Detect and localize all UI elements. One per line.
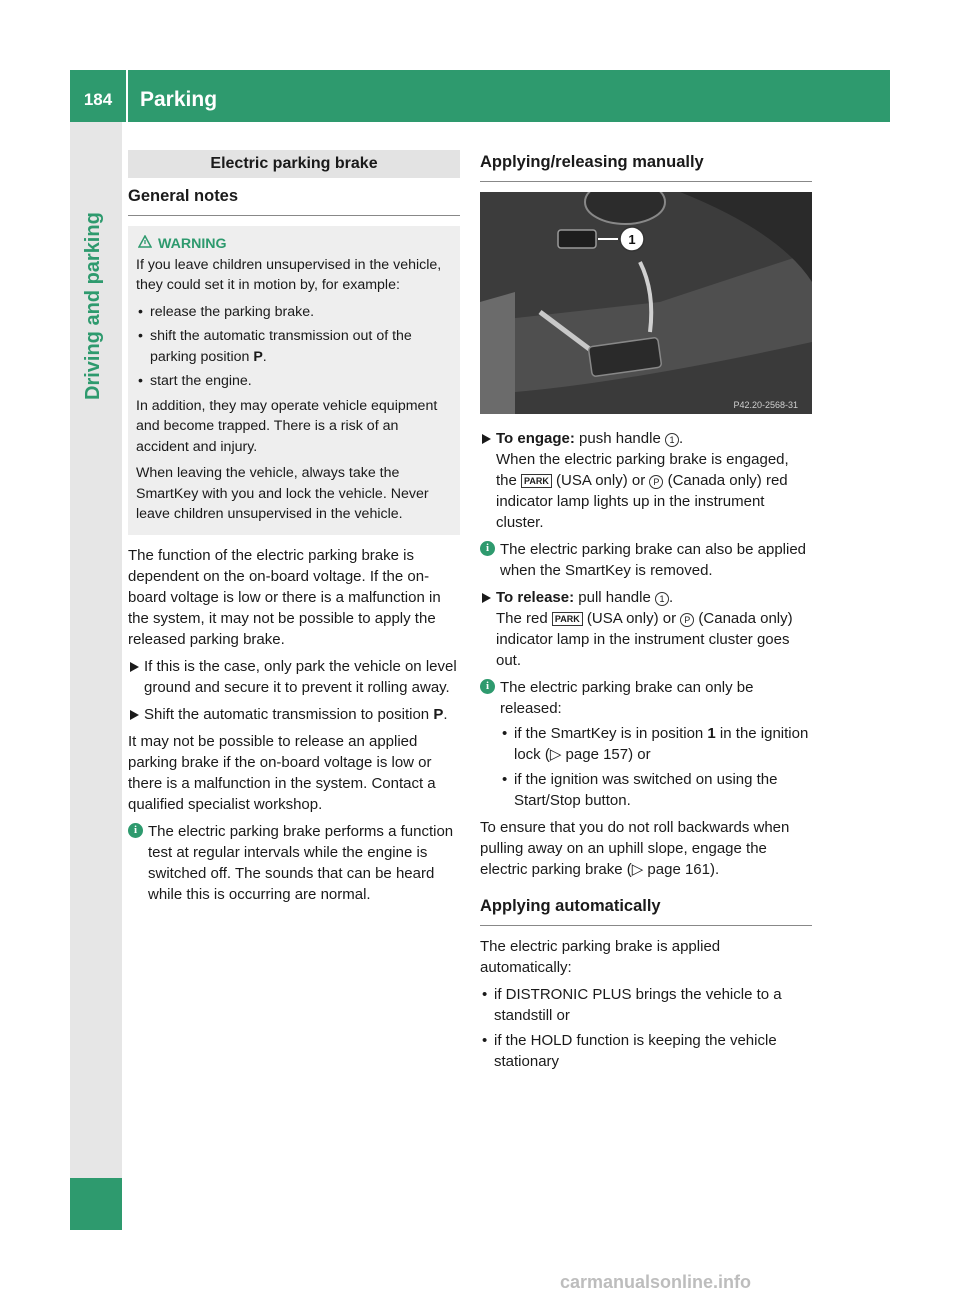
warning-label: WARNING	[158, 236, 227, 252]
park-symbol-icon: PARK	[521, 474, 552, 488]
info-text: The electric parking brake can only be released:	[500, 679, 754, 717]
info-icon: i	[480, 541, 495, 556]
info-icon: i	[480, 679, 495, 694]
info-bullet: • if the ignition was switched on using the Start/Stop button.	[500, 769, 812, 811]
sidebar-label	[82, 370, 112, 400]
auto-heading: Applying automatically	[480, 888, 812, 926]
release-text: pull handle	[574, 589, 655, 606]
park-symbol-icon: PARK	[552, 612, 583, 626]
warning-bullet: • release the parking brake.	[136, 302, 452, 323]
info-text: The electric parking brake can also be applied when the SmartKey is removed.	[500, 541, 807, 579]
handle-callout-icon: 1	[655, 592, 669, 606]
release-desc: (USA only) or	[582, 610, 681, 627]
sidebar-marker	[70, 1178, 122, 1230]
engage-step: To engage: push handle 1 . When the electric parking brake is engaged, the PARK (USA only) or P (Canada only) red indicator lamp lights up in the instrument cluster.	[480, 428, 812, 533]
release-step: To release: pull handle 1 . The red PARK (USA only) or P (Canada only) indicator lamp in the instrument cluster goes out.	[480, 587, 812, 671]
body-text: The electric parking brake is applied automatically:	[480, 938, 721, 976]
engage-desc: When the electric parking brake is engaged, the	[496, 451, 789, 489]
release-label: To release:	[496, 589, 575, 606]
warning-para: When leaving the vehicle, always take the SmartKey with you and lock the vehicle. Never leave children unsupervised in the vehicle.	[136, 465, 429, 522]
info-bullet	[500, 723, 812, 765]
engage-text: push handle	[574, 430, 665, 447]
release-desc: (Canada only) indicator lamp in the instrument cluster goes out.	[496, 610, 793, 669]
bold-1: 1	[707, 725, 716, 742]
info-text: The electric parking brake performs a function test at regular intervals while the engine is switched off. The sounds that can be heard while this is occurring are normal.	[148, 822, 454, 903]
info-note	[480, 677, 812, 811]
body-text: To ensure that you do not roll backwards when pulling away on an uphill slope, engage the electric parking brake (▷ page 161).	[480, 819, 790, 878]
p-symbol-icon: P	[649, 475, 663, 489]
warning-icon	[138, 234, 152, 255]
body-text: The function of the electric parking brake is dependent on the on-board voltage. If the on-board voltage is low or there is a malfunction in the system, it may not be possible to apply the released parking brake.	[128, 546, 441, 648]
info-note	[128, 821, 460, 905]
bold-p: P	[253, 348, 263, 365]
info-note	[480, 539, 812, 581]
svg-text:1: 1	[628, 232, 636, 247]
section-title: Parking	[140, 88, 218, 111]
right-column	[480, 150, 812, 1076]
warning-para: In addition, they may operate vehicle equipment and become trapped. There is a risk of an accident and injury.	[136, 397, 438, 455]
watermark: carmanualsonline.info	[560, 1272, 752, 1292]
general-notes-heading: General notes	[128, 178, 460, 216]
bullet-text: in the ignition lock (▷ page 157) or	[514, 725, 809, 763]
page-number: 184	[83, 90, 113, 109]
bold-p: P	[433, 705, 444, 723]
auto-bullet: • if the HOLD function is keeping the vehicle stationary	[480, 1030, 812, 1072]
body-text: It may not be possible to release an applied parking brake if the on-board voltage is low or there is a malfunction in the system. Contact a qualified specialist workshop.	[128, 732, 436, 813]
step-item: Shift the automatic transmission to position P.	[128, 704, 460, 725]
info-icon: i	[128, 823, 143, 838]
engage-desc: (Canada only) red indicator lamp lights up in the instrument cluster.	[496, 472, 788, 531]
bullet-text: shift the automatic transmission out of the parking position	[150, 328, 412, 365]
warning-bullet: • shift the automatic transmission out of the parking position P.	[136, 326, 452, 367]
warning-header	[138, 234, 452, 255]
bullet-text: if the SmartKey is in position	[514, 725, 708, 742]
step-item: If this is the case, only park the vehicle on level ground and secure it to prevent it rolling away.	[128, 656, 460, 698]
p-symbol-icon: P	[680, 613, 694, 627]
engage-desc: (USA only) or	[551, 472, 650, 489]
engage-label: To engage:	[496, 430, 575, 447]
release-desc: The red	[496, 610, 552, 627]
step-text: Shift the automatic transmission to position	[144, 705, 434, 723]
section-heading: Electric parking brake	[128, 150, 460, 178]
warning-box	[128, 226, 460, 535]
handle-callout-icon: 1	[665, 433, 679, 447]
manual-heading: Applying/releasing manually	[480, 150, 812, 182]
brake-handle-photo	[480, 192, 812, 414]
header-divider	[126, 70, 128, 122]
left-column	[128, 150, 460, 911]
auto-bullet: • if DISTRONIC PLUS brings the vehicle to a standstill or	[480, 984, 812, 1026]
warning-intro: If you leave children unsupervised in the vehicle, they could set it in motion by, for example:	[136, 256, 442, 293]
photo-code: P42.20-2568-31	[733, 400, 798, 410]
warning-bullet: • start the engine.	[136, 371, 452, 392]
